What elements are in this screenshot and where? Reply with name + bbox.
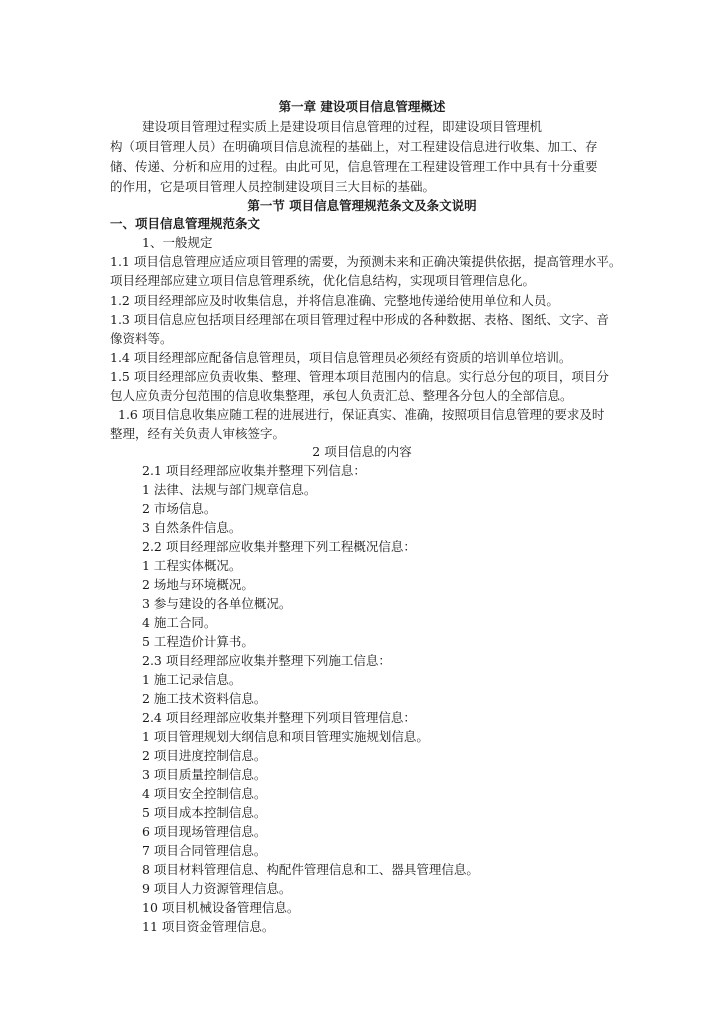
content-line: 2.3 项目经理部应收集并整理下列施工信息： [142,653,391,668]
content-line: 4 施工合同。 [142,615,217,630]
content-line: 6 项目现场管理信息。 [142,824,267,839]
content-line: 2 市场信息。 [142,501,217,516]
intro-paragraph-line: 建设项目管理过程实质上是建设项目信息管理的过程，即建设项目管理机 [142,119,543,134]
content-line: 2.2 项目经理部应收集并整理下列工程概况信息： [142,539,416,554]
content-line: 5 工程造价计算书。 [142,634,254,649]
regulation-line: 1.4 项目经理部应配备信息管理员，项目信息管理员必须经有资质的培训单位培训。 [110,350,572,365]
content-line: 7 项目合同管理信息。 [142,843,267,858]
regulation-line: 包人应负责分包范围的信息收集整理，承包人负责汇总、整理各分包人的全部信息。 [110,388,573,403]
regulation-line: 项目经理部应建立项目信息管理系统，优化信息结构，实现项目管理信息化。 [110,273,536,288]
content-line: 5 项目成本控制信息。 [142,805,267,820]
regulation-line-1-6-cont: 整理，经有关负责人审核签字。 [110,426,286,441]
content-line: 2 场地与环境概况。 [142,577,254,592]
content-line: 1 法律、法规与部门规章信息。 [142,482,317,497]
intro-paragraph-line: 储、传递、分析和应用的过程。由此可见，信息管理在工程建设管理工作中具有十分重要 [110,159,598,174]
content-line: 9 项目人力资源管理信息。 [142,881,292,896]
content-line: 1 施工记录信息。 [142,672,242,687]
chapter-title: 第一章 建设项目信息管理概述 [278,99,446,114]
regulation-line: 1.3 项目信息应包括项目经理部在项目管理过程中形成的各种数据、表格、图纸、文字、音 [110,312,609,327]
content-line: 4 项目安全控制信息。 [142,786,267,801]
content-line: 2 项目进度控制信息。 [142,748,267,763]
regulation-line: 1.5 项目经理部应负责收集、整理、管理本项目范围内的信息。实行总分包的项目，项目分 [110,369,609,384]
content-line: 1 项目管理规划大纲信息和项目管理实施规划信息。 [142,729,429,744]
intro-paragraph-line: 的作用，它是项目管理人员控制建设项目三大目标的基础。 [110,179,436,194]
content-line: 2 施工技术资料信息。 [142,691,267,706]
content-line: 1 工程实体概况。 [142,558,242,573]
content-line: 3 项目质量控制信息。 [142,767,267,782]
regulation-line: 1.1 项目信息管理应适应项目管理的需要，为预测未来和正确决策提供依据，提高管理水平。 [110,254,622,269]
content-line: 8 项目材料管理信息、构配件管理信息和工、器具管理信息。 [142,862,479,877]
content-heading: 2 项目信息的内容 [312,444,412,459]
general-heading: 1、一般规定 [142,235,213,250]
part-title: 一、项目信息管理规范条文 [110,216,261,231]
section-title: 第一节 项目信息管理规范条文及条文说明 [247,198,477,213]
content-line: 3 自然条件信息。 [142,520,242,535]
regulation-line-1-6: 1.6 项目信息收集应随工程的进展进行，保证真实、准确，按照项目信息管理的要求及时 [118,407,605,422]
content-line: 10 项目机械设备管理信息。 [142,900,300,915]
content-line: 3 参与建设的各单位概况。 [142,596,292,611]
content-line: 2.4 项目经理部应收集并整理下列项目管理信息： [142,710,416,725]
content-line: 11 项目资金管理信息。 [142,919,275,934]
intro-paragraph-line: 构（项目管理人员）在明确项目信息流程的基础上，对工程建设信息进行收集、加工、存 [110,139,598,154]
content-line: 2.1 项目经理部应收集并整理下列信息： [142,463,366,478]
regulation-line: 1.2 项目经理部应及时收集信息，并将信息准确、完整地传递给使用单位和人员。 [110,293,559,308]
regulation-line: 像资料等。 [110,331,173,346]
